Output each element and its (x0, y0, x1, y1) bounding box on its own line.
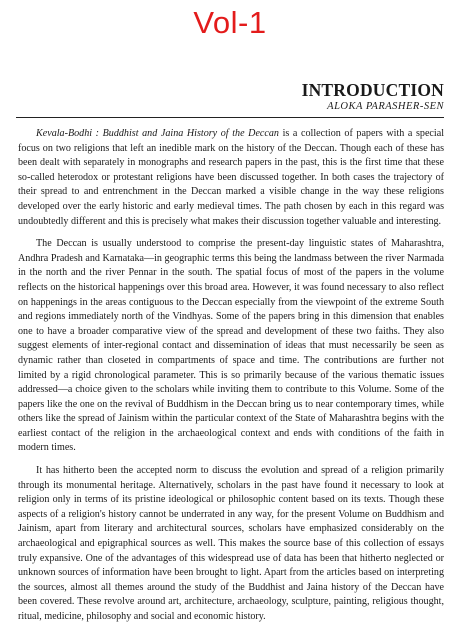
author-name: ALOKA PARASHER-SEN (327, 101, 444, 112)
paragraph-text: is a collection of papers with a special focus on two religions that left an inedible mark on the history of the Deccan. Though each of these has been dealt with separately in monographs and research papers in the past, this is the first time that these so-called heterodox or protestant religions have been discussed together. In both cases the trajectory of their spread to and entrenchment in the Deccan marked a visible change in the way these religions developed over the early historic and early medieval times. The path chosen by each in this regard was undoubtedly different and this is precisely what makes their discussion together valuable and interesting. (18, 128, 445, 227)
volume-label: Vol-1 (193, 5, 267, 40)
book-title: Kevala-Bodhi : Buddhist and Jaina History of the Deccan (36, 128, 279, 139)
paragraph-text: The Deccan is usually understood to comprise the present-day linguistic states of Maharashtra, Andhra Pradesh and Karnataka—in geographic terms this being the landmass between the river Narmada in the north and the river Pennar in the south. The spatial focus of most of the papers in the volume reflects on the historical happenings over this broad area. However, it was found necessary to also reflect on happenings in the areas contiguous to the Deccan especially from the viewpoint of the extreme South and regions immediately north of the Vindhyas. Some of the papers bring in this dimension that enables one to have a broader comparative view of the spread and development of these two faiths. They also suggest elements of inter-regional contact and dissemination of ideas that must necessarily be seen as dynamic rather than closeted in compartments of space and time. The contributions are further not limited by a rigid chronological parameter. This is so primarily because of the various thematic issues addressed—a choice given to the scholars while inviting them to contribute to this Volume. Some of the papers like the one on the revival of Buddhism in the Deccan bring us to near contemporary times, while others like the spread of Jainism within the particular context of the State of Maharashtra begins with the earliest contact of the religion in the archaeological context and ends with conditions of the faith in modern times. (18, 238, 444, 454)
article-body (18, 127, 444, 633)
page-title: INTRODUCTION (301, 80, 444, 100)
paragraph-3 (18, 464, 444, 625)
paragraph-2 (18, 237, 444, 456)
paragraph-1 (18, 127, 444, 229)
paragraph-text: It has hitherto been the accepted norm to discuss the evolution and spread of a religion primarily through its monumental heritage. Alternatively, scholars in the past have found it necessary to look at religion only in terms of its pristine ideological or philosophic content based on its texts. Though these aspects of a religion's history cannot be underrated in any way, for the present Volume on Buddhism and Jainism, apart from literary and architectural sources, scholars have emphasized considerably on the archaeological and epigraphical sources as well. This makes the source base of this collection of essays truly expansive. One of the advantages of this widespread use of data has been that hitherto neglected or unknown sources of information have been brought to light. Apart from the articles based on interpreting the sources, almost all themes around the study of the Buddhist and Jaina history of the Deccan have been covered. These revolve around art, architecture, archaeology, sculpture, painting, religious thought, ritual, medicine, philosophy and social and economic history. (18, 465, 444, 622)
header-divider (16, 117, 444, 118)
